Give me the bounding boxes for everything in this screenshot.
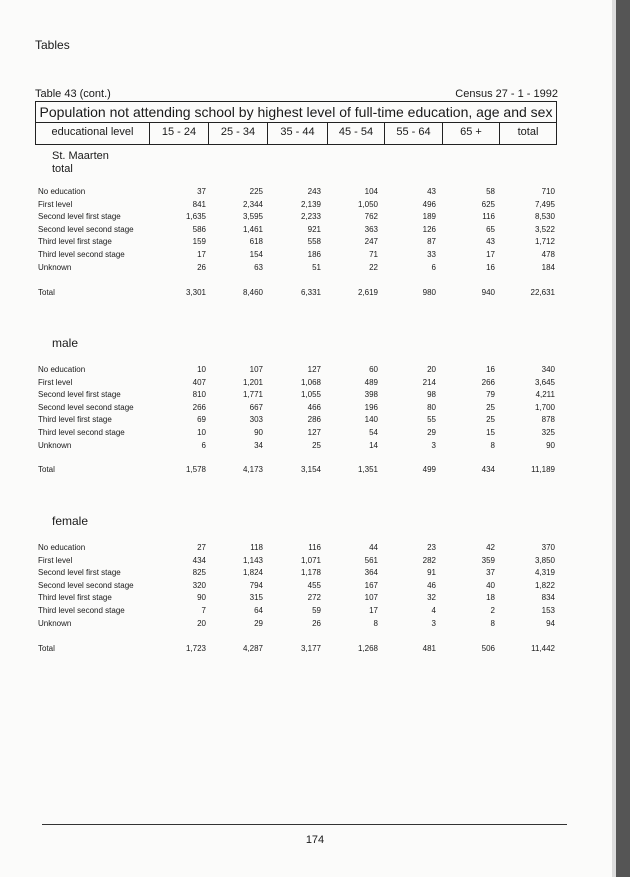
cell-value: 90 [546, 440, 555, 450]
row-label: Third level first stage [38, 593, 112, 603]
column-header: total [499, 122, 556, 144]
cell-value: 363 [364, 224, 378, 234]
row-label: Third level first stage [38, 237, 112, 247]
table-row [38, 592, 558, 604]
cell-value: 618 [249, 237, 263, 247]
row-label: Third level second stage [38, 606, 125, 615]
cell-value: 118 [250, 543, 263, 552]
cell-value: 87 [427, 237, 436, 247]
cell-value: 1,050 [357, 199, 378, 209]
cell-value: 1,143 [242, 555, 263, 565]
cell-value: 17 [486, 250, 495, 259]
cell-value: 825 [192, 568, 206, 578]
cell-value: 43 [427, 187, 436, 196]
running-header: Tables [35, 38, 70, 52]
cell-value: 104 [364, 187, 378, 196]
page-number: 174 [305, 834, 325, 846]
cell-value: 107 [249, 365, 263, 374]
cell-value: 878 [541, 415, 555, 425]
cell-value: 455 [307, 580, 321, 590]
cell-value: 1,635 [185, 212, 206, 222]
cell-value: 22,631 [530, 288, 555, 297]
column-header: 45 - 54 [327, 122, 384, 144]
table-row [38, 249, 558, 261]
cell-value: 434 [481, 465, 495, 474]
cell-value: 8,460 [242, 288, 263, 297]
cell-value: 243 [307, 187, 321, 196]
table-row [38, 377, 558, 389]
section-label: total [52, 163, 73, 175]
cell-value: 22 [369, 262, 378, 272]
cell-value: 1,461 [242, 224, 263, 234]
cell-value: 286 [307, 415, 321, 425]
census-date: Census 27 - 1 - 1992 [455, 88, 558, 100]
table-row [38, 402, 558, 414]
cell-value: 364 [364, 568, 378, 578]
cell-value: 370 [541, 543, 555, 552]
total-row [38, 287, 558, 299]
cell-value: 6 [431, 262, 436, 272]
cell-value: 1,578 [185, 465, 206, 474]
total-row [38, 643, 558, 655]
cell-value: 127 [307, 428, 321, 437]
cell-value: 3,522 [534, 224, 555, 234]
cell-value: 69 [197, 415, 206, 425]
column-header: educational level [51, 126, 134, 138]
cell-value: 921 [307, 224, 321, 234]
row-label: Total [38, 288, 55, 297]
cell-value: 33 [427, 250, 436, 259]
cell-value: 558 [307, 237, 321, 247]
cell-value: 940 [481, 288, 495, 297]
column-header: 15 - 24 [149, 122, 208, 144]
cell-value: 266 [481, 377, 495, 387]
table-row [38, 567, 558, 579]
section-label: female [52, 514, 89, 528]
cell-value: 481 [422, 644, 436, 653]
cell-value: 184 [541, 262, 555, 272]
cell-value: 359 [481, 555, 495, 565]
cell-value: 1,055 [300, 390, 321, 400]
cell-value: 320 [192, 580, 206, 590]
cell-value: 398 [364, 390, 378, 400]
cell-value: 303 [249, 415, 263, 425]
cell-value: 7 [201, 606, 206, 615]
table-row [38, 199, 558, 211]
section-label: male [52, 336, 79, 350]
row-label: Second level first stage [38, 390, 121, 400]
cell-value: 90 [197, 593, 206, 603]
row-label: Second level second stage [38, 402, 134, 412]
cell-value: 116 [482, 212, 495, 222]
cell-value: 65 [486, 224, 495, 234]
cell-value: 17 [197, 250, 206, 259]
row-label: Unknown [38, 262, 72, 272]
footer-rule [42, 824, 567, 825]
cell-value: 2 [490, 606, 495, 615]
cell-value: 667 [249, 402, 263, 412]
cell-value: 15 [486, 428, 495, 437]
region-label: St. Maarten [52, 150, 109, 162]
row-label: Second level first stage [38, 212, 121, 222]
cell-value: 1,712 [534, 237, 555, 247]
cell-value: 810 [192, 390, 206, 400]
cell-value: 3 [431, 618, 436, 628]
cell-value: 1,771 [242, 390, 263, 400]
cell-value: 3,595 [242, 212, 263, 222]
cell-value: 8 [490, 618, 495, 628]
scan-edge-dark [616, 0, 630, 877]
cell-value: 167 [364, 580, 378, 590]
row-label: No education [38, 365, 86, 374]
cell-value: 6,331 [300, 288, 321, 297]
cell-value: 64 [254, 606, 263, 615]
table-row [38, 618, 558, 630]
cell-value: 2,619 [357, 288, 378, 297]
cell-value: 1,723 [185, 644, 206, 653]
cell-value: 1,068 [300, 377, 321, 387]
cell-value: 4,319 [534, 568, 555, 578]
row-label: Second level first stage [38, 568, 121, 578]
total-row [38, 464, 558, 476]
cell-value: 272 [307, 593, 321, 603]
table-row [38, 605, 558, 617]
cell-value: 55 [427, 415, 436, 425]
row-label: First level [38, 199, 73, 209]
cell-value: 3,154 [300, 465, 321, 474]
table-title: Population not attending school by highest level of full-time education, age and sex [36, 102, 556, 123]
cell-value: 499 [422, 465, 436, 474]
cell-value: 466 [307, 402, 321, 412]
cell-value: 18 [486, 593, 495, 603]
cell-value: 26 [312, 618, 321, 628]
cell-value: 834 [541, 593, 555, 603]
cell-value: 154 [249, 250, 263, 259]
cell-value: 58 [486, 187, 495, 196]
cell-value: 4,211 [535, 390, 555, 400]
cell-value: 140 [364, 415, 378, 425]
cell-value: 762 [364, 212, 378, 222]
cell-value: 37 [486, 568, 495, 578]
cell-value: 14 [369, 440, 378, 450]
column-header: 25 - 34 [208, 122, 267, 144]
cell-value: 46 [427, 580, 436, 590]
cell-value: 1,822 [534, 580, 555, 590]
cell-value: 153 [541, 606, 555, 615]
row-label: Total [38, 465, 55, 474]
cell-value: 6 [201, 440, 206, 450]
cell-value: 16 [486, 262, 495, 272]
row-label: Second level second stage [38, 224, 134, 234]
cell-value: 20 [427, 365, 436, 374]
cell-value: 159 [192, 237, 206, 247]
cell-value: 315 [249, 593, 263, 603]
cell-value: 3 [431, 440, 436, 450]
cell-value: 1,824 [242, 568, 263, 578]
cell-value: 1,700 [534, 402, 555, 412]
row-label: Second level second stage [38, 580, 134, 590]
cell-value: 94 [546, 618, 555, 628]
cell-value: 196 [364, 402, 378, 412]
column-header: 65 + [442, 122, 499, 144]
cell-value: 496 [422, 199, 436, 209]
cell-value: 32 [427, 593, 436, 603]
cell-value: 26 [197, 262, 206, 272]
cell-value: 2,344 [242, 199, 263, 209]
cell-value: 489 [364, 377, 378, 387]
cell-value: 60 [369, 365, 378, 374]
row-label: Unknown [38, 618, 72, 628]
cell-value: 506 [481, 644, 495, 653]
cell-value: 225 [249, 187, 263, 196]
row-label: Third level second stage [38, 250, 125, 259]
table-row [38, 211, 558, 223]
cell-value: 4 [431, 606, 436, 615]
cell-value: 11,189 [531, 465, 555, 474]
row-label: No education [38, 543, 86, 552]
cell-value: 29 [254, 618, 263, 628]
cell-value: 54 [369, 428, 378, 437]
column-headers [36, 122, 556, 144]
cell-value: 10 [197, 428, 206, 437]
row-label: Third level first stage [38, 415, 112, 425]
cell-value: 340 [541, 365, 555, 374]
cell-value: 98 [427, 390, 436, 400]
cell-value: 16 [486, 365, 495, 374]
table-row [38, 236, 558, 248]
table-row [38, 414, 558, 426]
row-label: Third level second stage [38, 428, 125, 437]
table-row [38, 427, 558, 439]
table-row [38, 186, 558, 198]
cell-value: 710 [541, 187, 555, 196]
cell-value: 407 [192, 377, 206, 387]
cell-value: 561 [364, 555, 378, 565]
cell-value: 11,442 [531, 644, 555, 653]
cell-value: 1,201 [242, 377, 263, 387]
cell-value: 247 [364, 237, 378, 247]
cell-value: 434 [192, 555, 206, 565]
cell-value: 8,530 [534, 212, 555, 222]
cell-value: 3,301 [185, 288, 206, 297]
cell-value: 325 [541, 428, 555, 437]
row-label: No education [38, 187, 86, 196]
cell-value: 478 [541, 250, 555, 259]
cell-value: 23 [427, 543, 436, 552]
table-row [38, 440, 558, 452]
cell-value: 189 [422, 212, 436, 222]
table-header-box [35, 101, 557, 145]
row-label: First level [38, 555, 73, 565]
cell-value: 17 [369, 606, 378, 615]
cell-value: 34 [254, 440, 263, 450]
cell-value: 2,139 [300, 199, 321, 209]
cell-value: 44 [369, 543, 378, 552]
cell-value: 126 [422, 224, 436, 234]
cell-value: 4,287 [242, 644, 263, 653]
cell-value: 63 [254, 262, 263, 272]
cell-value: 794 [249, 580, 263, 590]
cell-value: 8 [490, 440, 495, 450]
cell-value: 40 [486, 580, 495, 590]
row-label: Total [38, 644, 55, 653]
cell-value: 214 [422, 377, 436, 387]
cell-value: 2,233 [300, 212, 321, 222]
cell-value: 29 [427, 428, 436, 437]
cell-value: 266 [192, 402, 206, 412]
cell-value: 20 [197, 618, 206, 628]
table-row [38, 389, 558, 401]
cell-value: 37 [197, 187, 206, 196]
cell-value: 3,645 [534, 377, 555, 387]
cell-value: 586 [192, 224, 206, 234]
cell-value: 25 [486, 415, 495, 425]
column-header: 55 - 64 [384, 122, 442, 144]
cell-value: 3,850 [534, 555, 555, 565]
cell-value: 4,173 [242, 465, 263, 474]
cell-value: 1,178 [300, 568, 321, 578]
cell-value: 116 [308, 543, 321, 552]
cell-value: 186 [307, 250, 321, 259]
column-header: 35 - 44 [267, 122, 327, 144]
table-row [38, 542, 558, 554]
row-label: Unknown [38, 440, 72, 450]
cell-value: 80 [427, 402, 436, 412]
cell-value: 71 [369, 250, 378, 259]
cell-value: 3,177 [300, 644, 321, 653]
cell-value: 841 [192, 199, 206, 209]
cell-value: 42 [486, 543, 495, 552]
cell-value: 980 [422, 288, 436, 297]
cell-value: 27 [197, 543, 206, 552]
cell-value: 90 [254, 428, 263, 437]
row-label: First level [38, 377, 73, 387]
cell-value: 10 [197, 365, 206, 374]
cell-value: 107 [364, 593, 378, 603]
table-row [38, 364, 558, 376]
cell-value: 8 [373, 618, 378, 628]
cell-value: 625 [481, 199, 495, 209]
cell-value: 79 [486, 390, 495, 400]
cell-value: 1,071 [300, 555, 321, 565]
cell-value: 59 [312, 606, 321, 615]
cell-value: 7,495 [534, 199, 555, 209]
table-row [38, 580, 558, 592]
cell-value: 282 [422, 555, 436, 565]
cell-value: 1,351 [357, 465, 378, 474]
cell-value: 51 [312, 262, 321, 272]
table-row [38, 555, 558, 567]
table-number: Table 43 (cont.) [35, 88, 111, 100]
cell-value: 25 [486, 402, 495, 412]
cell-value: 127 [307, 365, 321, 374]
cell-value: 91 [427, 568, 436, 578]
cell-value: 25 [312, 440, 321, 450]
cell-value: 1,268 [357, 644, 378, 653]
table-row [38, 224, 558, 236]
table-row [38, 262, 558, 274]
cell-value: 43 [486, 237, 495, 247]
